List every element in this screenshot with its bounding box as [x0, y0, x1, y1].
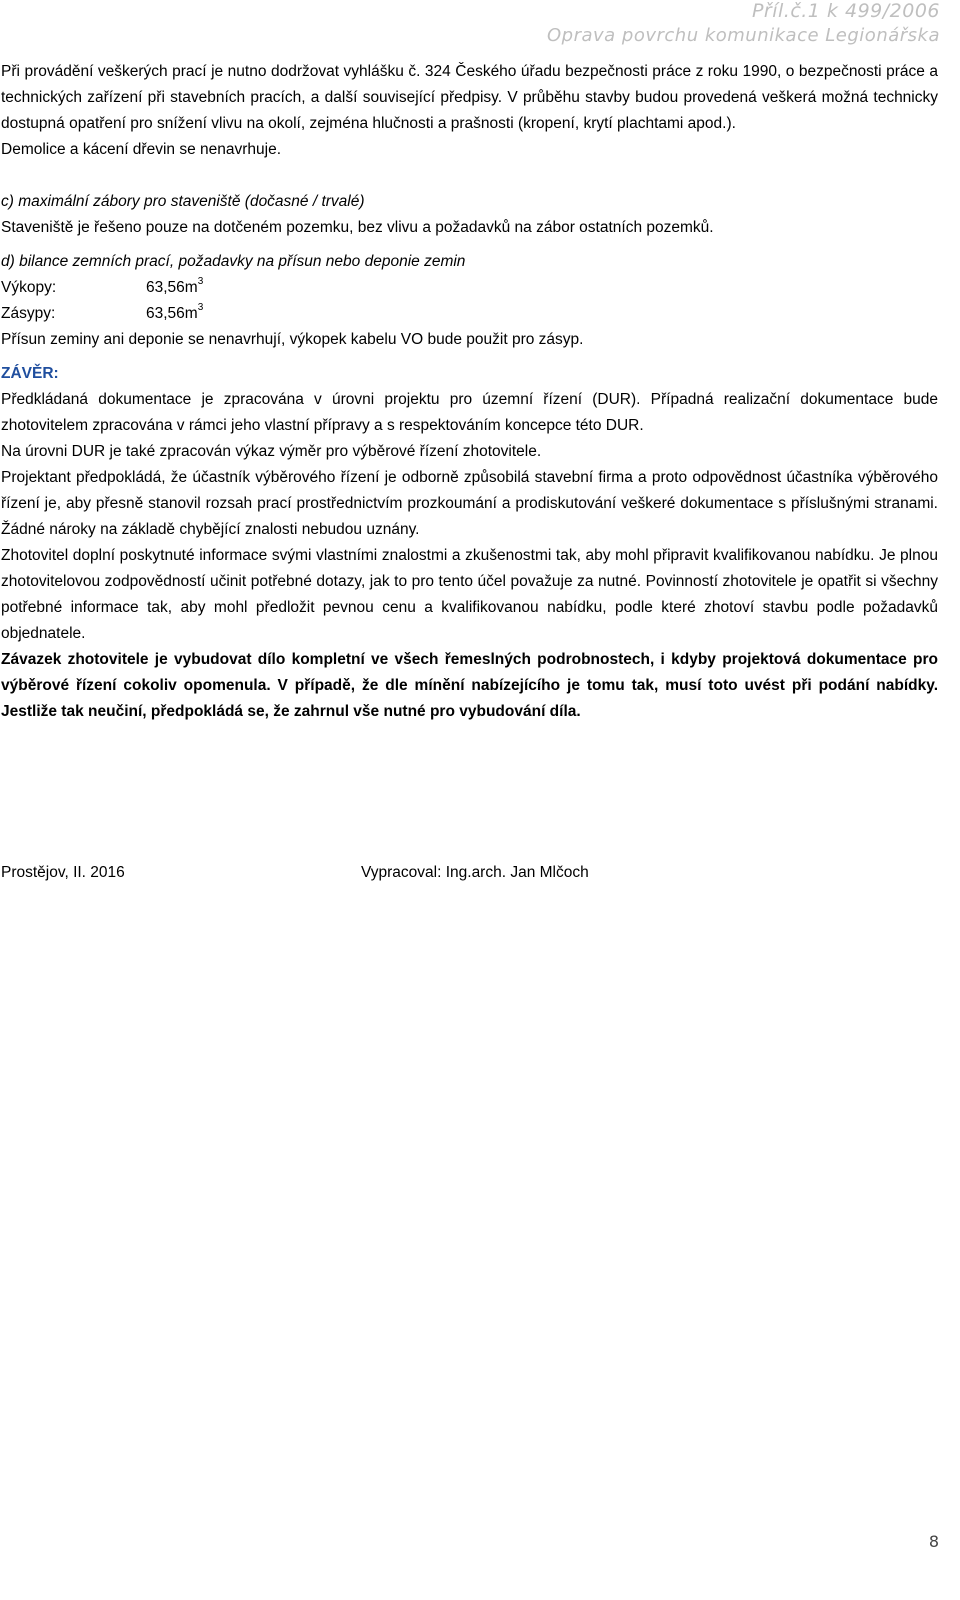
- page-header: [547, 0, 940, 49]
- conclusion-paragraph-3: Projektant předpokládá, že účastník výběrového řízení je odborně způsobilá stavební firma a proto odpovědnost účastníka výběrového řízení je, aby přesně stanovil rozsah prací prostřednictvím prozkoumání a prodiskutování veškeré dokumentace s příslušnými stranami. Žádné nároky na základě chybějící znalosti nebudou uznány.: [1, 469, 938, 538]
- header-project-title: Oprava povrchu komunikace Legionářska: [546, 25, 940, 46]
- conclusion-paragraph-1: Předkládaná dokumentace je zpracována v úrovni projektu pro územní řízení (DUR). Případná realizační dokumentace bude zhotovitelem zpracována v rámci jeho vlastní přípravy a s respektováním koncepce této DUR.: [1, 391, 938, 434]
- conclusion-paragraph-4: Zhotovitel doplní poskytnuté informace svými vlastními znalostmi a zkušenostmi tak, aby mohl připravit kvalifikovanou nabídku. Je plnou zhotovitelovou zodpovědností učinit potřebné dotazy, jak to pro tento účel považuje za nutné. Povinností zhotovitele je opatřit si všechny potřebné informace tak, aby mohl předložit pevnou cenu a kvalifikovanou nabídku, podle které zhotoví stavbu podle požadavků objednatele.: [1, 547, 938, 642]
- conclusion-paragraph-5: Závazek zhotovitele je vybudovat dílo kompletní ve všech řemeslných podrobnostech, i kdyby projektová dokumentace pro výběrové řízení cokoliv opomenula. V případě, že dle mínění nabízejícího je tomu tak, musí toto uvést při podání nabídky. Jestliže tak neučiní, předpokládá se, že zahrnul vše nutné pro vybudování díla.: [1, 651, 938, 720]
- excavation-label: Výkopy:: [1, 279, 57, 296]
- conclusion-heading: ZÁVĚR:: [1, 365, 59, 382]
- backfill-label: Zásypy:: [1, 305, 56, 322]
- document-body: [1, 59, 938, 725]
- demolition-note: Demolice a kácení dřevin se nenavrhuje.: [1, 141, 282, 158]
- author: Vypracoval: Ing.arch. Jan Mlčoch: [361, 864, 589, 881]
- intro-paragraph: Při provádění veškerých prací je nutno dodržovat vyhlášku č. 324 Českého úřadu bezpečnosti práce z roku 1990, o bezpečnosti práce a technických zařízení při stavebních pracích, a další související předpisy. V průběhu stavby budou provedená veškerá možná technicky dostupná opatření pro snížení vlivu na okolí, zejména hlučnosti a prašnosti (kropení, krytí plachtami apod.).: [1, 63, 938, 132]
- backfill-row: [1, 301, 938, 327]
- section-c-heading: c) maximální zábory pro staveniště (dočasné / trvalé): [1, 193, 365, 210]
- section-d-heading: d) bilance zemních prací, požadavky na přísun nebo deponie zemin: [1, 253, 466, 270]
- excavation-row: [1, 275, 938, 301]
- page-number: 8: [928, 1532, 939, 1551]
- place-date: Prostějov, II. 2016: [1, 864, 125, 881]
- header-attachment-ref: Příl.č.1 k 499/2006: [751, 0, 940, 22]
- backfill-value: $63,56m^3$: [146, 301, 204, 322]
- section-c-text: Staveniště je řešeno pouze na dotčeném pozemku, bez vlivu a požadavků na zábor ostatních pozemků.: [1, 219, 714, 236]
- section-d-text: Přísun zeminy ani deponie se nenavrhují, výkopek kabelu VO bude použit pro zásyp.: [1, 331, 584, 348]
- excavation-value: $63,56m^3$: [146, 275, 204, 296]
- conclusion-paragraph-2: Na úrovni DUR je také zpracován výkaz výměr pro výběrové řízení zhotovitele.: [1, 443, 542, 460]
